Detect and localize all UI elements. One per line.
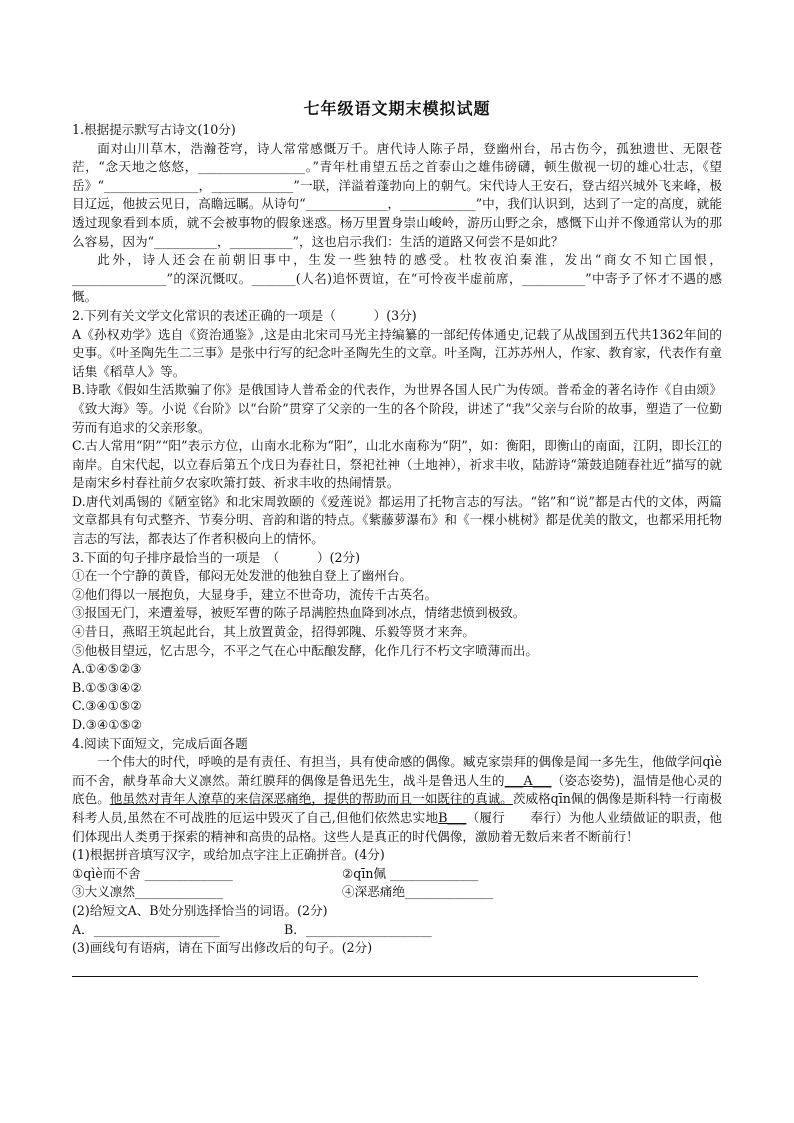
blank-a: ___A___	[504, 772, 552, 788]
fill-item-3: ③大义凛然______________	[72, 884, 224, 900]
fill-item-2: ②qīn佩 ______________	[342, 865, 479, 881]
question-4-sub-2: (2)给短文A、B处分别选择恰当的词语。(2分)	[72, 902, 328, 918]
question-4-sub-1: (1)根据拼音填写汉字，或给加点字注上正确拼音。(4分)	[72, 847, 385, 863]
question-2-option-a: A《孙权劝学》选自《资治通鉴》,这是由北宋司马光主持编纂的一部纪传体通史,记载了从战国到五代共1362年间的史事。《叶圣陶先生二三事》是张中行写的纪念叶圣陶先生的文章。叶圣陶，江苏苏州人，作家、教育家，代表作有童话集《稻草人》等。	[72, 326, 722, 379]
question-3-sentence-4: ④昔日，燕昭王筑起此台，其上放置黄金，招得郭隗、乐毅等贤才来奔。	[72, 624, 475, 640]
question-1-heading: 1.根据提示默写古诗文(10分)	[72, 122, 236, 137]
question-3-option-b: B.①⑤③④②	[72, 679, 142, 695]
question-3-option-c: C.③④①⑤②	[72, 698, 142, 714]
question-4-sub-3: (3)画线句有语病，请在下面写出修改后的句子。(2分)	[72, 940, 373, 956]
fill-row-2	[72, 883, 722, 902]
question-1-paragraph-2: 此外，诗人还会在前朝旧事中，生发一些独特的感受。杜牧夜泊秦淮，发出“商女不知亡国恨，_______________”的深沉慨叹。_______(人名)追怀贾谊，在“可怜夜半虚前席，__________”中寄予了怀才不遇的感慨。	[72, 252, 722, 305]
question-4-heading: 4.阅读下面短文，完成后面各题	[72, 735, 248, 751]
question-3-option-a: A.①④⑤②③	[72, 661, 142, 677]
passage-text-a: 一个伟大的时代，呼唤的是有责任、有担当，具有使命感的偶像。臧克家崇拜的偶像是闻一多先生，他做学问qìè而不舍，献身革命大义凛然。萧红膜拜的偶像是鲁迅先生，战斗是鲁迅人生的	[72, 754, 722, 788]
blank-b: B___	[438, 809, 467, 825]
fill-item-1: ①qìè而不舍 ______________	[72, 865, 233, 881]
question-3-sentence-3: ③报国无门，来遭羞辱，被贬军曹的陈子昂满腔热血降到冰点，情绪悲愤到极致。	[72, 605, 526, 621]
answer-a: A．____________________	[72, 921, 220, 937]
question-3-heading: 3.下面的句子排序最恰当的一项是 （ ）(2分)	[72, 549, 361, 565]
answer-row	[72, 921, 722, 940]
answer-b: B．____________________	[284, 921, 432, 937]
exam-content	[72, 121, 722, 977]
answer-line	[72, 962, 698, 977]
page-title: 七年级语文期末模拟试题	[303, 99, 491, 118]
question-3-sentence-2: ②他们得以一展抱负，大显身手，建立不世奇功，流传千古英名。	[72, 586, 438, 602]
question-2-option-b: B.诗歌《假如生活欺骗了你》是俄国诗人普希金的代表作，为世界各国人民广为传颂。普希金的著名诗作《自由颂》《致大海》等。小说《台阶》以“台阶”贯穿了父亲的一生的各个阶段，讲述了“我”父亲与台阶的故事，塑造了一位勤劳而有追求的父亲形象。	[72, 382, 722, 435]
passage-text-d: （履行 奉行）为他人业绩做证的职责，他们体现出人类勇于探索的精神和高贵的品格。这些人是真正的时代偶像，激励着无数后来者不断前行！	[72, 809, 722, 844]
fill-row-1	[72, 865, 722, 884]
question-3-sentence-5: ⑤他极目望远，忆古思今，不平之气在心中酝酿发酵，化作几行不朽文字喷薄而出。	[72, 642, 538, 658]
underlined-sick-sentence: 他虽然对青年人潦草的来信深恶痛绝，提供的帮助而且一如既往的真诚。	[109, 791, 513, 807]
question-3-sentence-1: ①在一个宁静的黄昏，郁闷无处发泄的他独自登上了幽州台。	[72, 568, 413, 584]
question-2-heading: 2.下列有关文学文化常识的表述正确的一项是（ ）(3分)	[72, 307, 417, 323]
passage-text-b: （姿态姿势)，温情是他心灵的底色。	[72, 772, 722, 807]
fill-item-4: ④深恶痛绝______________	[342, 884, 494, 900]
question-3-option-d: D.③④①⑤②	[72, 717, 143, 732]
question-1-paragraph-1: 面对山川草木，浩瀚苍穹，诗人常常感慨万千。唐代诗人陈子昂，登幽州台，吊古伤今，孤独遗世、无限苍茫，“念天地之悠悠，_________________。”青年杜甫望五岳之首泰山之雄伟磅礴，顿生傲视一切的雄心壮志，《望岳》“_______________，_____________”一联，洋溢着蓬勃向上的朝气。宋代诗人王安石，登古绍兴城外飞来峰，极目辽远，他披云见日，高瞻远瞩。从诗句“_____________，____________”中，我们认识到，达到了一定的高度，就能透过现象看到本质，就不会被事物的假象迷惑。杨万里置身崇山峻岭，游历山野之余，感慨下山并不像通常认为的那么容易，因为“__________，__________”，这也启示我们：生活的道路又何尝不是如此？	[72, 140, 722, 249]
passage-text-c: 茨威格qīn佩的偶像是斯科特一行南极科考人员,虽然在不可战胜的厄运中毁灭了自己,但他们依然忠实地	[72, 791, 723, 825]
question-2-option-d: D.唐代刘禹锡的《陋室铭》和北宋周敦颐的《爱莲说》都运用了托物言志的写法。“铭”和“说”都是古代的文体，两篇文章都具有句式整齐、节奏分明、音韵和谐的特点。《紫藤萝瀑布》和《一棵小桃树》都是优美的散文，也都采用托物言志的写法，都表达了作者积极向上的情怀。	[72, 493, 722, 547]
question-4-passage	[72, 753, 722, 846]
question-2-option-c: C.古人常用“阴”“阳”表示方位，山南水北称为“阳”，山北水南称为“阴”，如：衡阳，即衡山的南面，江阴，即长江的南岸。自宋代起，以立春后第五个戊日为春社日，祭祀社神（土地神），祈求丰收，陆游诗“箫鼓追随春社近”描写的就是南宋乡村春社前夕农家吹箫打鼓、祈求丰收的热闹情景。	[72, 438, 722, 491]
